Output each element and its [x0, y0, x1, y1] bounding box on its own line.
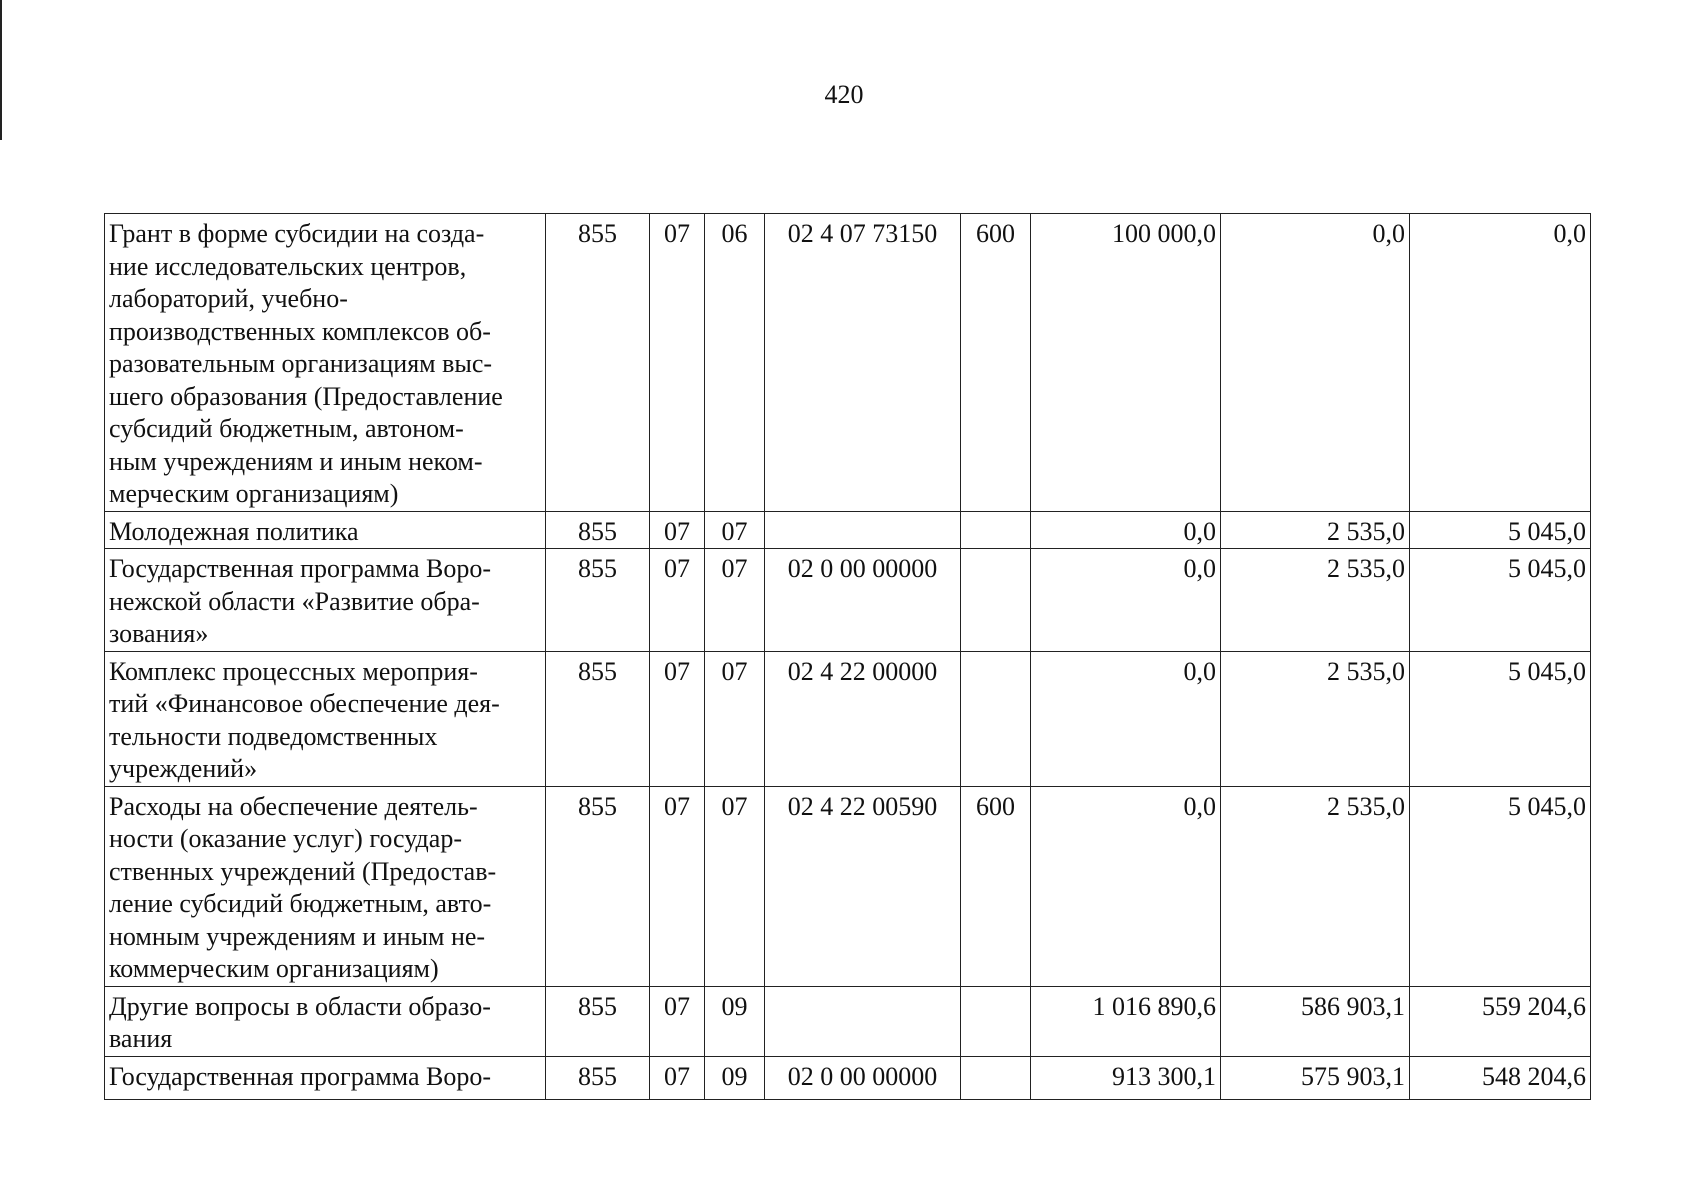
- amount-year-2: 2 535,0: [1221, 651, 1410, 786]
- expense-type-code: 600: [961, 786, 1031, 986]
- subsection-code: 09: [705, 1056, 765, 1099]
- table-row: [105, 511, 1591, 549]
- row-description: Молодежная политика: [105, 511, 546, 549]
- section-code: 07: [650, 511, 705, 549]
- expense-type-code: [961, 651, 1031, 786]
- amount-year-1: 0,0: [1031, 549, 1221, 652]
- amount-year-2: 575 903,1: [1221, 1056, 1410, 1099]
- section-code: 07: [650, 986, 705, 1056]
- subsection-code: 07: [705, 786, 765, 986]
- amount-year-3: 5 045,0: [1410, 651, 1591, 786]
- subsection-code: 07: [705, 549, 765, 652]
- target-article-code: 02 0 00 00000: [765, 1056, 961, 1099]
- grbs-code: 855: [546, 986, 650, 1056]
- subsection-code: 09: [705, 986, 765, 1056]
- amount-year-3: 5 045,0: [1410, 511, 1591, 549]
- amount-year-3: 5 045,0: [1410, 549, 1591, 652]
- row-description: Другие вопросы в области образо- вания: [105, 986, 546, 1056]
- grbs-code: 855: [546, 511, 650, 549]
- table-row: [105, 549, 1591, 652]
- section-code: 07: [650, 786, 705, 986]
- subsection-code: 07: [705, 651, 765, 786]
- row-description: Расходы на обеспечение деятель- ности (оказание услуг) государ- ственных учреждений (Предостав- ление субсидий бюджетным, авто- номным учреждениям и иным не- коммерческим организациям): [105, 786, 546, 986]
- row-description: Государственная программа Воро-: [105, 1056, 546, 1099]
- target-article-code: [765, 986, 961, 1056]
- budget-table: [104, 213, 1591, 1100]
- amount-year-2: 2 535,0: [1221, 511, 1410, 549]
- amount-year-3: 548 204,6: [1410, 1056, 1591, 1099]
- section-code: 07: [650, 651, 705, 786]
- expense-type-code: [961, 986, 1031, 1056]
- amount-year-1: 100 000,0: [1031, 214, 1221, 512]
- table-row: [105, 786, 1591, 986]
- expense-type-code: 600: [961, 214, 1031, 512]
- grbs-code: 855: [546, 1056, 650, 1099]
- subsection-code: 07: [705, 511, 765, 549]
- scan-edge-mark: [0, 0, 2, 140]
- expense-type-code: [961, 511, 1031, 549]
- target-article-code: 02 0 00 00000: [765, 549, 961, 652]
- target-article-code: [765, 511, 961, 549]
- amount-year-1: 0,0: [1031, 651, 1221, 786]
- amount-year-3: 559 204,6: [1410, 986, 1591, 1056]
- section-code: 07: [650, 214, 705, 512]
- amount-year-1: 0,0: [1031, 786, 1221, 986]
- target-article-code: 02 4 22 00590: [765, 786, 961, 986]
- amount-year-1: 1 016 890,6: [1031, 986, 1221, 1056]
- grbs-code: 855: [546, 549, 650, 652]
- amount-year-3: 0,0: [1410, 214, 1591, 512]
- row-description: Грант в форме субсидии на созда- ние исследовательских центров, лабораторий, учебно- производственных комплексов об- разовательным организациям выс- шего образования (Предоставление субсидий бюджетным, автоном- ным учреждениям и иным неком- мерческим организациям): [105, 214, 546, 512]
- target-article-code: 02 4 07 73150: [765, 214, 961, 512]
- grbs-code: 855: [546, 214, 650, 512]
- amount-year-2: 586 903,1: [1221, 986, 1410, 1056]
- amount-year-2: 2 535,0: [1221, 549, 1410, 652]
- row-description: Государственная программа Воро- нежской области «Развитие обра- зования»: [105, 549, 546, 652]
- amount-year-3: 5 045,0: [1410, 786, 1591, 986]
- table-row: [105, 214, 1591, 512]
- subsection-code: 06: [705, 214, 765, 512]
- amount-year-2: 2 535,0: [1221, 786, 1410, 986]
- target-article-code: 02 4 22 00000: [765, 651, 961, 786]
- section-code: 07: [650, 1056, 705, 1099]
- amount-year-1: 0,0: [1031, 511, 1221, 549]
- table-row: [105, 651, 1591, 786]
- table-row: [105, 986, 1591, 1056]
- page-number: 420: [824, 80, 864, 109]
- expense-type-code: [961, 1056, 1031, 1099]
- grbs-code: 855: [546, 786, 650, 986]
- row-description: Комплекс процессных мероприя- тий «Финансовое обеспечение дея- тельности подведомственных учреждений»: [105, 651, 546, 786]
- amount-year-1: 913 300,1: [1031, 1056, 1221, 1099]
- section-code: 07: [650, 549, 705, 652]
- expense-type-code: [961, 549, 1031, 652]
- table-row: [105, 1056, 1591, 1099]
- amount-year-2: 0,0: [1221, 214, 1410, 512]
- grbs-code: 855: [546, 651, 650, 786]
